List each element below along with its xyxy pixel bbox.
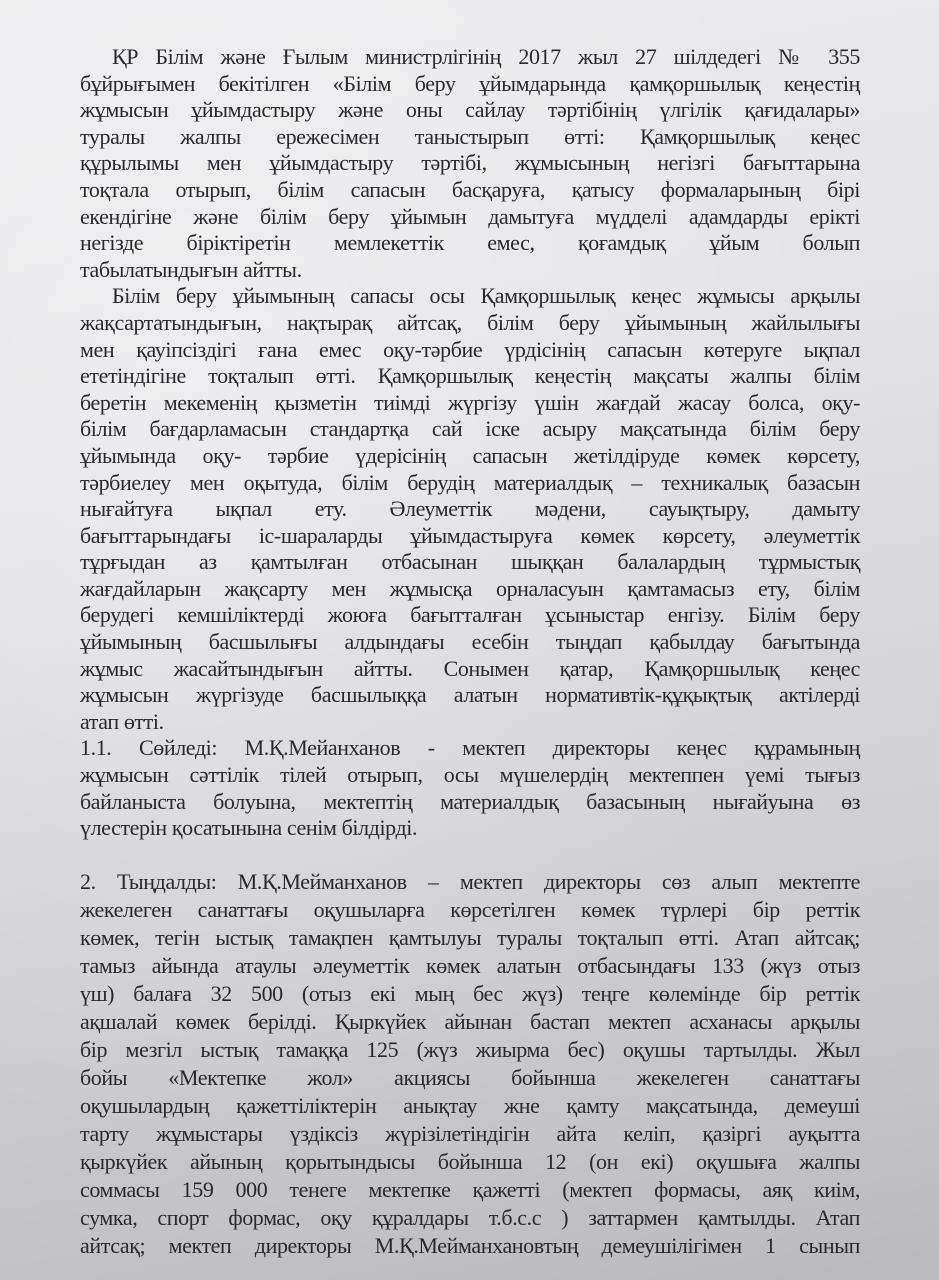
text-line: білім бағдарламасын стандартқа сай іске асыру мақсатында білім беру	[80, 416, 860, 442]
text-line: жұмысын сәттілік тілей отырып, осы мүшелердің мектеппен үемі тығыз	[80, 762, 860, 788]
text-line: туралы жалпы ережесімен таныстырып өтті: Қамқоршылық кеңес	[80, 123, 860, 149]
text-line: 2. Тыңдалды: М.Қ.Мейманханов – мектеп директоры сөз алып мектепте	[80, 868, 860, 894]
text-line: үлестерін қосатынына сенім білдірді.	[80, 815, 418, 841]
text-line: жұмысын жүргізуде басшылыққа алатын нормативтік-құқықтық актілерді	[80, 682, 860, 708]
text-line: бағыттарындағы іс-шараларды ұйымдастыруға көмек көрсету, әлеуметтік	[80, 522, 860, 548]
text-line: тарту жұмыстары үздіксіз жүрізілетіндігін айта келіп, қазіргі ауқытта	[80, 1120, 860, 1146]
text-line: бойы «Мектепке жол» акциясы бойынша жекелеген санаттағы	[80, 1064, 860, 1090]
text-line: атап өтті.	[80, 708, 164, 734]
text-line: жағдайларын жақсарту мен жұмысқа орналасуын қамтамасыз ету, білім	[80, 575, 860, 601]
text-line: қыркүйек айының қорытындысы бойынша 12 (он екі) оқушыға жалпы	[80, 1148, 860, 1174]
text-line: мен қауіпсіздігі ғана емес оқу-тәрбие үрдісінің сапасын көтеруге ықпал	[80, 336, 860, 362]
text-line: негізде біріктіретін мемлекеттік емес, қоғамдық ұйым болып	[80, 230, 860, 256]
text-line: ететіндігіне тоқталып өтті. Қамқоршылық кеңестің мақсаты жалпы білім	[80, 363, 860, 389]
text-line: бір мезгіл ыстық тамаққа 125 (жүз жиырма бес) оқушы тартылды. Жыл	[80, 1036, 860, 1062]
document-body	[80, 44, 860, 1260]
text-line: нығайтуға ықпал ету. Әлеуметтік мәдени, сауықтыру, дамыту	[80, 496, 860, 522]
text-line: байланыста болуына, мектептің материалдық базасының нығайуына өз	[80, 788, 860, 814]
text-line: жекелеген санаттағы оқушыларға көрсетілген көмек түрлері бір реттік	[80, 896, 860, 922]
paragraph	[80, 44, 860, 283]
text-line: бұйрығымен бекітілген «Білім беру ұйымдарында қамқоршылық кеңестің	[80, 70, 860, 96]
paragraph	[80, 868, 860, 1260]
text-line: жұмыс жасайтындығын айтты. Сонымен қатар, Қамқоршылық кеңес	[80, 655, 860, 681]
text-line: жұмысын ұйымдастыру және оны сайлау тәртібінің үлгілік қағидалары»	[80, 97, 860, 123]
text-line: тоқтала отырып, білім сапасын басқаруға, қатысу формаларының бірі	[80, 176, 860, 202]
text-line: тамыз айында атаулы әлеуметтік көмек алатын отбасындағы 133 (жүз отыз	[80, 952, 860, 978]
text-line: оқушылардың қажеттіліктерін анықтау жне қамту мақсатында, демеуші	[80, 1092, 860, 1118]
text-line: соммасы 159 000 тенеге мектепке қажетті (мектеп формасы, аяқ киім,	[80, 1176, 860, 1202]
text-line: беретін мекеменің қызметін тиімді жүргізу үшін жағдай жасау болса, оқу-	[80, 389, 860, 415]
text-line: тәрбиелеу мен оқытуда, білім берудің материалдық – техникалық базасын	[80, 469, 860, 495]
text-line: сумка, спорт формас, оқу құралдары т.б.с.с ) заттармен қамтылды. Атап	[80, 1204, 860, 1230]
text-line: үш) балаға 32 500 (отыз екі мың бес жүз) теңге көлемінде бір реттік	[80, 980, 860, 1006]
text-line: айтсақ; мектеп директоры М.Қ.Мейманхановтың демеушілігімен 1 сынып	[80, 1232, 860, 1258]
text-line: ұйымының басшылығы алдындағы есебін тыңдап қабылдау бағытында	[80, 629, 860, 655]
paragraph	[80, 735, 860, 841]
text-line: ҚР Білім және Ғылым министрлігінің 2017 жыл 27 шілдедегі № 355	[112, 44, 860, 69]
text-line: екендігіне және білім беру ұйымын дамытуға мүдделі адамдарды ерікті	[80, 203, 860, 229]
text-line: Білім беру ұйымының сапасы осы Қамқоршылық кеңес жұмысы арқылы	[112, 283, 860, 309]
text-line: берудегі кемшіліктерді жоюға бағытталған ұсыныстар енгізу. Білім беру	[80, 602, 860, 628]
text-line: 1.1. Сөйледі: М.Қ.Мейанханов - мектеп директоры кеңес құрамының	[80, 735, 860, 761]
text-line: құрылымы мен ұйымдастыру тәртібі, жұмысының негізгі бағыттарына	[80, 150, 860, 176]
text-line: көмек, тегін ыстық тамақпен қамтылуы туралы тоқталып өтті. Атап айтсақ;	[80, 924, 860, 950]
paragraph	[80, 283, 860, 735]
text-line: тұрғыдан аз қамтылған отбасынан шыққан балалардың тұрмыстық	[80, 549, 860, 575]
text-line: жақсартатындығын, нақтырақ айтсақ, білім беру ұйымының жайлылығы	[80, 309, 860, 335]
text-line: ақшалай көмек берілді. Қыркүйек айынан бастап мектеп асханасы арқылы	[80, 1008, 860, 1034]
text-line: табылатындығын айтты.	[80, 256, 302, 282]
paragraph-gap	[80, 842, 860, 868]
text-line: ұйымында оқу- тәрбие үдерісінің сапасын жетілдіруде көмек көрсету,	[80, 442, 860, 468]
